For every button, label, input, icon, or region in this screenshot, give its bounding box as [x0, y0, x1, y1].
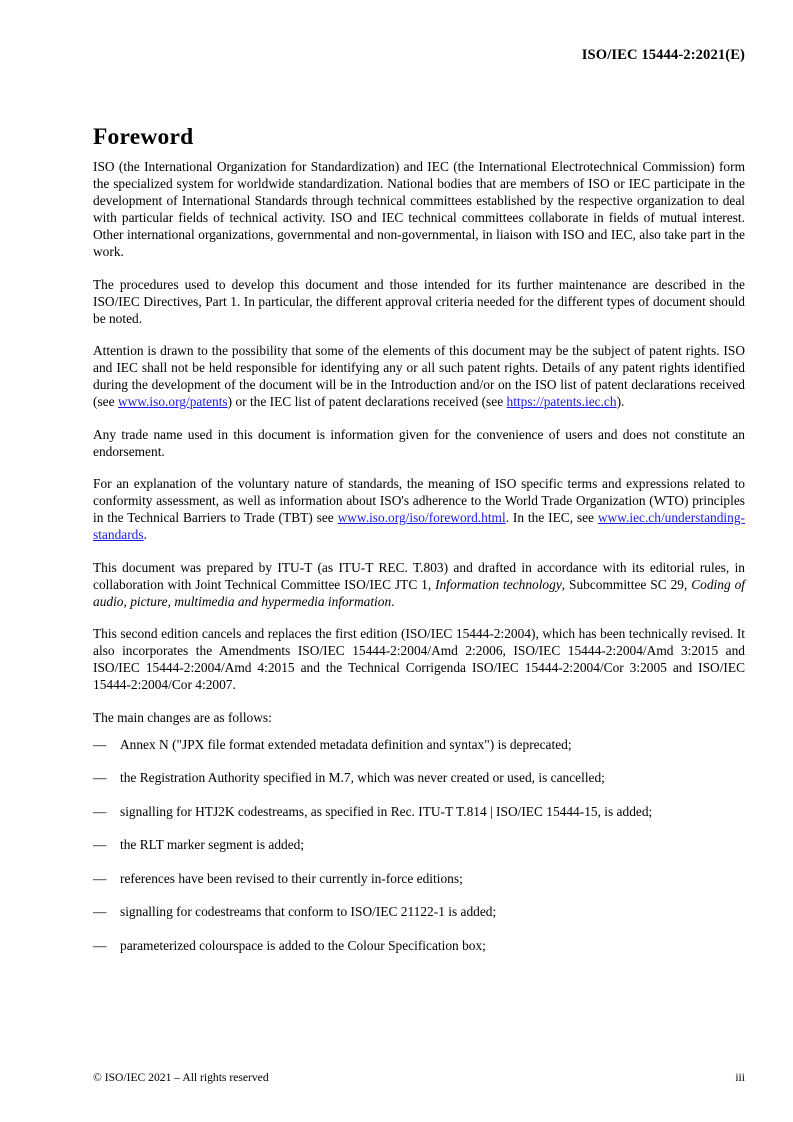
dash-marker-icon: —	[93, 837, 107, 852]
list-item	[93, 769, 745, 786]
subcommittee-title-coding-of-audio: Coding of audio, picture, multimedia and hypermedia information	[93, 576, 745, 609]
foreword-body	[93, 158, 745, 954]
document-header-reference: ISO/IEC 15444-2:2021(E)	[581, 47, 745, 63]
paragraph-patent-rights	[93, 342, 745, 410]
link-iso-patents[interactable]: www.iso.org/patents	[117, 394, 228, 409]
list-item-text: references have been revised to their currently in-force editions;	[120, 870, 463, 886]
preparation-text-between-italics: , Subcommittee SC 29,	[561, 576, 692, 592]
voluntary-text-between-links: . In the IEC, see	[505, 510, 598, 525]
dash-marker-icon: —	[93, 904, 107, 919]
voluntary-text-after-link: .	[143, 527, 147, 542]
voluntary-text-before-link: For an explanation of the voluntary nature of standards, the meaning of ISO specific terms and expressions related to conformity assessment, as well as information about ISO's adherence to the World Trade Organization (WTO) principles in the Technical Barriers to Trade (TBT) see	[93, 476, 745, 525]
list-item	[93, 870, 745, 887]
dash-marker-icon: —	[93, 803, 107, 819]
preparation-text-after-italic: .	[391, 593, 395, 609]
footer-page-number: iii	[735, 1071, 745, 1084]
dash-marker-icon: —	[93, 870, 107, 886]
patent-text-after-link: ).	[616, 394, 625, 409]
list-item-text: the RLT marker segment is added;	[120, 837, 305, 852]
list-item-text: parameterized colourspace is added to the Colour Specification box;	[120, 937, 486, 953]
paragraph-second-edition: This second edition cancels and replaces the first edition (ISO/IEC 15444-2:2004), which has been technically revised. It also incorporates the Amendments ISO/IEC 15444-2:2004/Amd 2:2006, ISO/IEC 15444-2:2004/Amd 3:2015 and ISO/IEC 15444-2:2004/Amd 4:2015 and the Technical Corrigenda ISO/IEC 15444-2:2004/Cor 3:2005 and ISO/IEC 15444-2:2004/Cor 4:2007.	[93, 626, 745, 692]
patent-text-between-links: ) or the IEC list of patent declarations received (see	[227, 394, 507, 409]
list-item	[93, 736, 745, 753]
footer-copyright: © ISO/IEC 2021 – All rights reserved	[93, 1071, 269, 1084]
dash-marker-icon: —	[93, 937, 107, 953]
preparation-text-before-italic: This document was prepared by ITU-T (as ITU-T REC. T.803) and drafted in accordance with its editorial rules, in collaboration with Joint Technical Committee ISO/IEC JTC 1,	[93, 559, 745, 592]
link-iso-foreword[interactable]: www.iso.org/iso/foreword.html	[337, 510, 506, 525]
link-iec-patents[interactable]: https://patents.iec.ch	[506, 394, 617, 409]
list-item	[93, 937, 745, 954]
changes-lead-in: The main changes are as follows:	[93, 709, 272, 725]
patent-text-before-link: Attention is drawn to the possibility that some of the elements of this document may be the subject of patent rights. ISO and IEC shall not be held responsible for identifying any or all such patent rights. Details of any patent rights identified during the development of the document will be in the Introduction and/or on the ISO list of patent declarations received (see	[93, 343, 745, 409]
paragraph-voluntary-nature	[93, 475, 745, 543]
link-iec-understanding-standards[interactable]: www.iec.ch/understanding-standards	[93, 510, 745, 542]
list-item-text: signalling for codestreams that conform to ISO/IEC 21122-1 is added;	[120, 904, 497, 919]
paragraph-scope-of-iso-iec: ISO (the International Organization for Standardization) and IEC (the International Electrotechnical Commission) form the specialized system for worldwide standardization. National bodies that are members of ISO or IEC participate in the development of International Standards through technical committees established by the respective organization to deal with particular fields of technical activity. ISO and IEC technical committees collaborate in fields of mutual interest. Other international organizations, governmental and non-governmental, in liaison with ISO and IEC, also take part in the work.	[93, 159, 745, 259]
paragraph-trade-name: Any trade name used in this document is information given for the convenience of users and does not constitute an endorsement.	[93, 426, 745, 459]
dash-marker-icon: —	[93, 736, 107, 752]
list-item-text: the Registration Authority specified in M.7, which was never created or used, is cancelled;	[120, 770, 605, 785]
list-item-text: Annex N ("JPX file format extended metadata definition and syntax") is deprecated;	[120, 736, 572, 752]
list-item-text: signalling for HTJ2K codestreams, as specified in Rec. ITU-T T.814 | ISO/IEC 15444-15, is added;	[120, 803, 653, 819]
paragraph-preparation	[93, 559, 745, 610]
list-item	[93, 903, 745, 920]
list-item	[93, 803, 745, 820]
paragraph-procedures: The procedures used to develop this document and those intended for its further maintenance are described in the ISO/IEC Directives, Part 1. In particular, the different approval criteria needed for the different types of document should be noted.	[93, 276, 745, 326]
dash-marker-icon: —	[93, 770, 107, 785]
committee-title-information-technology: Information technology	[435, 576, 562, 592]
document-footer	[93, 1071, 745, 1084]
page-title: Foreword	[93, 123, 194, 150]
list-item	[93, 836, 745, 853]
main-changes-list	[93, 736, 745, 954]
